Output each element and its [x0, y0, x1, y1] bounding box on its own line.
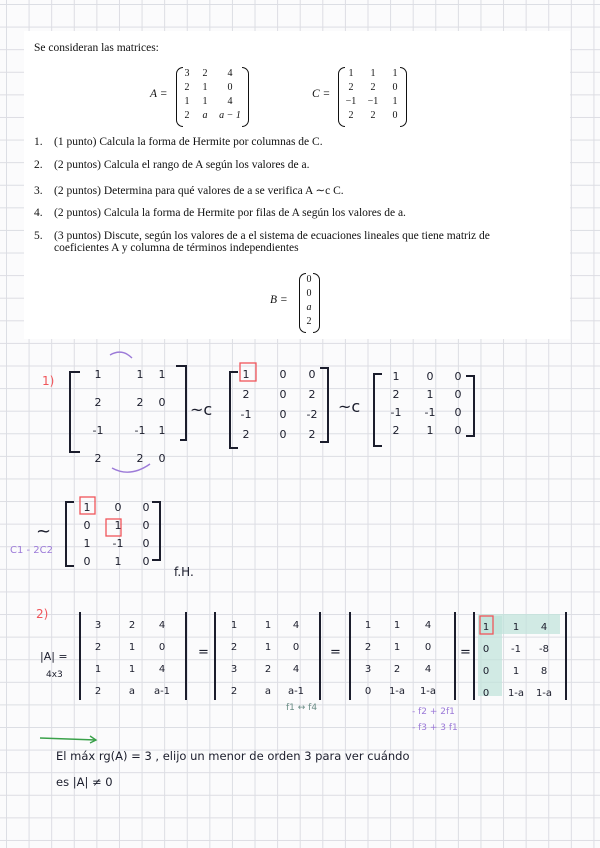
q1-mat4-right-bracket [152, 502, 160, 560]
q1m1-entry: 0 [158, 452, 166, 465]
q1m2-entry: 2 [308, 428, 316, 441]
det3-entry: 2 [364, 642, 372, 653]
swap-arrow-bottom [112, 464, 150, 472]
det3-entry: 1 [393, 620, 401, 631]
matA-cell: 2 [184, 110, 190, 121]
determinant-1 [95, 620, 170, 697]
det1-entry: 3 [94, 620, 102, 631]
matA-cell: 0 [227, 82, 233, 93]
matC-cell: 2 [348, 110, 354, 121]
q1m2-entry: 2 [308, 388, 316, 401]
q1m4-entry: 0 [142, 519, 150, 532]
det4-entry: -8 [539, 644, 549, 655]
q1m2-entry: 0 [279, 428, 287, 441]
q1-matrix-4 [84, 501, 150, 568]
matC-cell: 1 [392, 68, 398, 79]
q1m4-entry: 1 [114, 555, 122, 568]
q1m3-entry: 0 [454, 424, 462, 437]
matrix-a-label: A = [150, 88, 168, 100]
det4-entry: 0 [482, 688, 490, 699]
q2-label: 2) [36, 607, 49, 621]
matC-cell: 1 [348, 68, 354, 79]
det3-entry: 3 [364, 664, 372, 675]
question-2: 2. (2 puntos) Calcula el rango de A según los valores de a. [34, 159, 310, 171]
q1m1-entry: 2 [136, 452, 144, 465]
det4-entry: 8 [540, 666, 548, 677]
det4-entry: 4 [540, 622, 548, 633]
det4-entry: 1-a [507, 688, 525, 699]
det4-entry: 0 [482, 666, 490, 677]
green-arrow [40, 738, 96, 740]
matrix-c-label: C = [312, 88, 331, 100]
det3-entry: 1 [393, 642, 401, 653]
q1m3-entry: 2 [392, 424, 400, 437]
q1m1-entry: 1 [158, 424, 166, 437]
det1-entry: 2 [94, 642, 102, 653]
matC-cell: 0 [392, 110, 398, 121]
matA-cell: 4 [227, 68, 233, 79]
q1-sim-2: ~c [338, 397, 361, 416]
det4-entry: 1 [482, 622, 490, 633]
q1-sim-1: ~c [190, 400, 213, 419]
q1m3-entry: 0 [454, 370, 462, 383]
q1m1-entry: 1 [94, 368, 102, 381]
det4-entry: 1 [512, 622, 520, 633]
det1-entry: 4 [158, 620, 166, 631]
det-label: |A| = [40, 650, 68, 663]
q1m4-entry: 0 [142, 537, 150, 550]
q1m2-entry: 1 [242, 368, 250, 381]
matA-cell: 3 [184, 68, 190, 79]
det1-entry: 1 [94, 664, 102, 675]
det3-entry: 0 [364, 686, 372, 697]
q1m4-entry: 0 [114, 501, 122, 514]
q1m4-entry: -1 [112, 537, 124, 550]
matC-cell: 2 [348, 82, 354, 93]
matC-cell: 0 [392, 82, 398, 93]
matB-cell: a [306, 302, 312, 313]
det2-entry: 3 [230, 664, 238, 675]
q1m4-entry: 0 [142, 555, 150, 568]
q1m2-entry: -1 [240, 408, 252, 421]
determinant-2 [231, 620, 304, 697]
det4-entry: -1 [511, 644, 521, 655]
matC-cell: 1 [370, 68, 376, 79]
q1-mat4-left-bracket [66, 502, 74, 566]
det3-entry: 4 [424, 664, 432, 675]
q1m2-entry: 0 [308, 368, 316, 381]
q1-mat1-left-bracket [70, 372, 80, 452]
q1m1-entry: -1 [92, 424, 104, 437]
q1m3-entry: 0 [426, 370, 434, 383]
det4-entry: 0 [482, 644, 490, 655]
matrix-b-label: B = [270, 294, 288, 306]
det3-entry: 1-a [419, 686, 437, 697]
fh-label: f.H. [174, 565, 194, 579]
det1-entry: a [128, 686, 136, 697]
det2-entry: 0 [292, 642, 300, 653]
q1-matrix-3 [391, 370, 462, 437]
q1-label: 1) [42, 374, 55, 388]
det3-entry: 4 [424, 620, 432, 631]
q1m3-entry: 2 [392, 388, 400, 401]
q1m2-entry: -2 [306, 408, 318, 421]
matB-cell: 0 [306, 274, 312, 285]
q1m2-entry: 0 [279, 388, 287, 401]
matB-cell: 2 [306, 316, 312, 327]
det3-entry: 1-a [388, 686, 406, 697]
det1-entry: 1 [128, 642, 136, 653]
matC-cell: 2 [370, 82, 376, 93]
det1-entry: 0 [158, 642, 166, 653]
swap-arrow-top [110, 352, 132, 358]
q1m4-entry: 0 [142, 501, 150, 514]
question-3: 3. (2 puntos) Determina para qué valores de a se verifica A ∼c C. [34, 185, 344, 197]
det2-entry: 4 [292, 620, 300, 631]
det1-entry: 1 [128, 664, 136, 675]
det4-entry: 1 [512, 666, 520, 677]
q1-mat2-left-bracket [230, 372, 238, 448]
q1m4-entry: 0 [83, 555, 91, 568]
q1-mat3-left-bracket [374, 374, 382, 446]
matA-cell: 2 [184, 82, 190, 93]
op-f2: - f2 + 2f1 [412, 707, 455, 717]
det1-entry: a-1 [153, 686, 171, 697]
det3-entry: 1 [364, 620, 372, 631]
determinant-3 [365, 620, 436, 697]
det2-entry: 1 [264, 620, 272, 631]
det1-entry: 2 [94, 686, 102, 697]
det2-entry: 4 [292, 664, 300, 675]
det2-entry: 1 [264, 642, 272, 653]
matA-cell: 2 [202, 68, 208, 79]
question-5: 5. (3 puntos) Discute, según los valores de a el sistema de ecuaciones lineales que tiene matriz de coeficientes A y columna de términos independientes [34, 230, 490, 254]
matB-cell: 0 [306, 288, 312, 299]
q1m2-entry: 0 [279, 408, 287, 421]
det3-entry: 2 [393, 664, 401, 675]
q1-mat3-right-bracket [466, 376, 474, 436]
q1m3-entry: -1 [390, 406, 402, 419]
q1m2-entry: 0 [279, 368, 287, 381]
q1m2-entry: 2 [242, 428, 250, 441]
dim-label: 4x3 [46, 670, 63, 680]
matC-cell: 2 [370, 110, 376, 121]
det2-entry: 2 [264, 664, 272, 675]
q1m4-entry: 1 [83, 501, 91, 514]
det2-entry: 1 [230, 620, 238, 631]
matA-cell: 1 [202, 82, 208, 93]
det1-entry: 4 [158, 664, 166, 675]
q1m1-entry: 1 [136, 368, 144, 381]
op-f3: - f3 + 3 f1 [412, 723, 458, 733]
q1-sim-3: ~ [36, 521, 52, 542]
matA-cell: 1 [202, 96, 208, 107]
conclusion-line-1: El máx rg(A) = 3 , elijo un menor de orden 3 para ver cuándo [56, 749, 410, 763]
eq-1: = [198, 645, 209, 660]
det2-entry: 2 [230, 686, 238, 697]
q1m1-entry: 1 [158, 368, 166, 381]
conclusion-line-2: es |A| ≠ 0 [56, 775, 113, 789]
q1-column-op: C1 - 2C2 [10, 545, 54, 556]
q1m1-entry: 2 [94, 396, 102, 409]
q1m3-entry: 0 [454, 388, 462, 401]
matC-cell: −1 [345, 96, 357, 107]
q1m4-entry: 1 [83, 537, 91, 550]
q1m3-entry: -1 [424, 406, 436, 419]
q1m2-entry: 2 [242, 388, 250, 401]
matC-cell: 1 [392, 96, 398, 107]
matA-cell: a [202, 110, 208, 121]
q1m1-entry: 2 [136, 396, 144, 409]
matC-cell: −1 [367, 96, 379, 107]
q1-mat1-right-bracket [176, 366, 186, 440]
det4-entry: 1-a [535, 688, 553, 699]
op-swap: f1 ↔ f4 [286, 703, 318, 713]
eq-3: = [460, 645, 471, 660]
q1m3-entry: 0 [454, 406, 462, 419]
q1m4-entry: 1 [114, 519, 122, 532]
det3-entry: 0 [424, 642, 432, 653]
q1-matrix-1 [93, 368, 166, 465]
question-1: 1. (1 punto) Calcula la forma de Hermite por columnas de C. [34, 136, 323, 148]
eq-2: = [330, 645, 341, 660]
q1-mat2-right-bracket [320, 368, 328, 442]
intro-text: Se consideran las matrices: [34, 42, 159, 54]
q1m3-entry: 1 [426, 388, 434, 401]
q1m1-entry: -1 [134, 424, 146, 437]
question-4: 4. (2 puntos) Calcula la forma de Hermite por filas de A según los valores de a. [34, 207, 406, 219]
q1m1-entry: 0 [158, 396, 166, 409]
matA-cell: 1 [184, 96, 190, 107]
matA-cell: 4 [227, 96, 233, 107]
q1m3-entry: 1 [392, 370, 400, 383]
q1m3-entry: 1 [426, 424, 434, 437]
q1m1-entry: 2 [94, 452, 102, 465]
det2-entry: a-1 [287, 686, 305, 697]
q1m4-entry: 0 [83, 519, 91, 532]
q1-matrix-2 [241, 368, 318, 441]
det2-entry: 2 [230, 642, 238, 653]
det1-entry: 2 [128, 620, 136, 631]
matA-cell: a − 1 [219, 110, 241, 121]
det2-entry: a [264, 686, 272, 697]
